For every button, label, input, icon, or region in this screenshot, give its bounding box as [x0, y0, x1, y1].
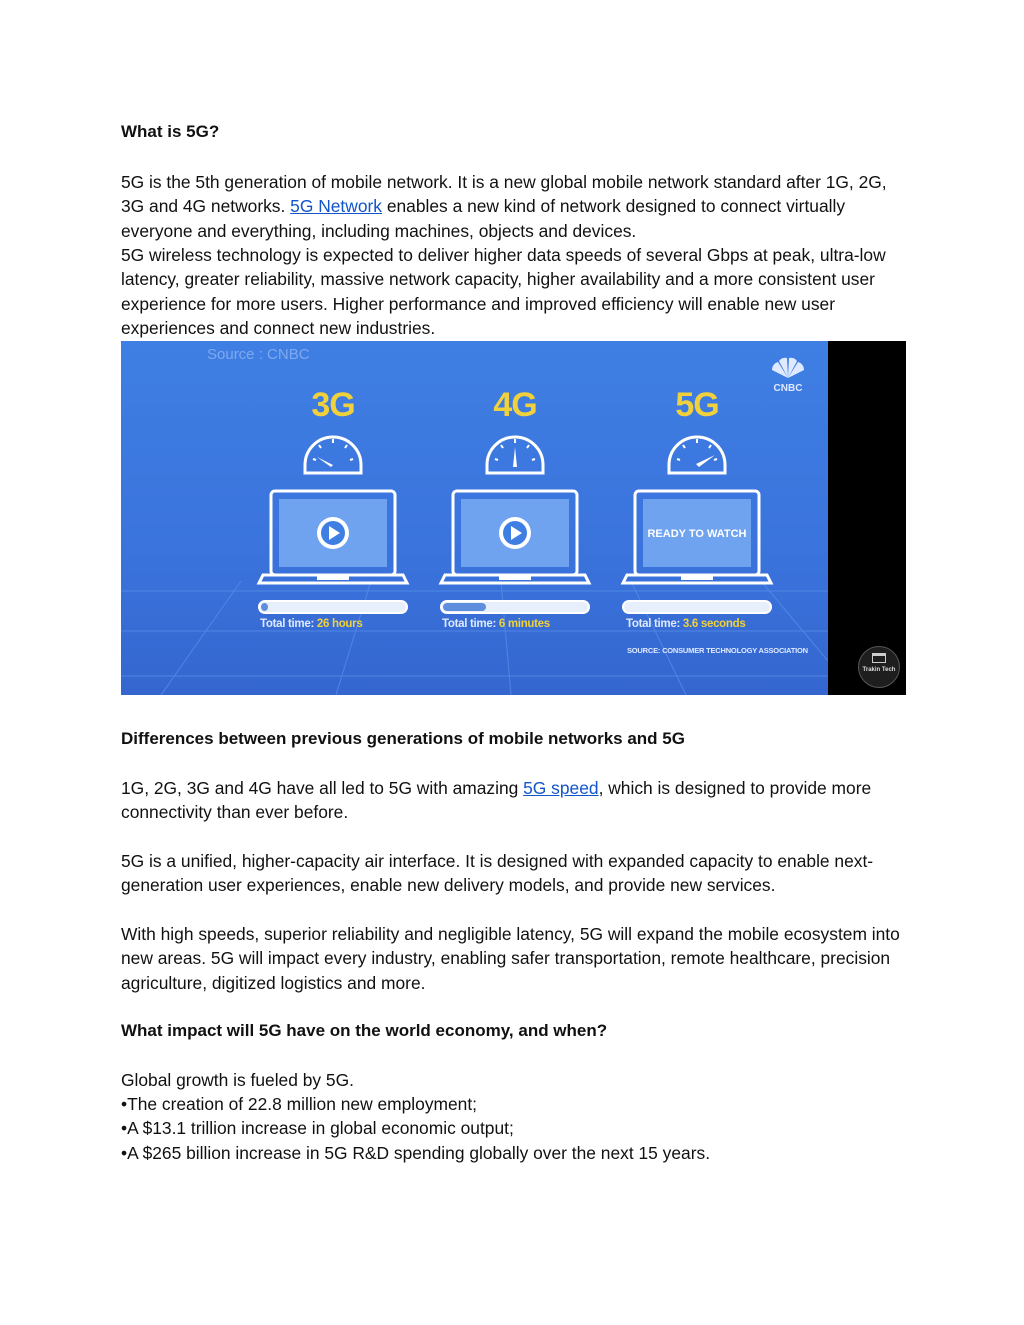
para-text: 5G is the 5th generation of mobile network. It is a new global mobile network standard after 1G, 2G, 3G and 4G networks.	[121, 172, 887, 217]
heading-impact: What impact will 5G have on the world economy, and when?	[121, 1021, 608, 1040]
total-time-5g	[626, 618, 745, 630]
paragraph-impact-intro: Global growth is fueled by 5G.	[121, 1070, 354, 1090]
ready-to-watch-text: READY TO WATCH	[647, 528, 747, 540]
laptop-4g	[435, 429, 595, 629]
para-text: enables a new kind of network designed to connect virtually everyone and everything, including machines, objects and devices.	[121, 196, 846, 241]
total-time-value: 26 hours	[316, 618, 363, 630]
total-time-label: Total time:	[260, 618, 317, 630]
link-5g-speed[interactable]: 5G speed	[523, 778, 599, 798]
monitor-icon	[872, 653, 886, 663]
list-item: • A $13.1 trillion increase in global economic output;	[121, 1116, 911, 1140]
laptop-5g	[617, 429, 777, 629]
gauge-needle-icon	[513, 447, 517, 467]
cnbc-logo	[766, 356, 810, 394]
figure-screen	[121, 341, 828, 695]
total-time-value: 3.6 seconds	[682, 618, 746, 630]
list-item: • A $265 billion increase in 5G R&D spending globally over the next 15 years.	[121, 1141, 911, 1165]
progress-fill-3g	[261, 603, 268, 611]
cnbc-logo-text: CNBC	[773, 383, 803, 394]
total-time-3g	[260, 618, 362, 630]
laptop-3g	[253, 429, 413, 629]
para-text: 1G, 2G, 3G and 4G have all led to 5G with amazing	[121, 778, 524, 798]
total-time-4g	[442, 618, 550, 630]
gauge-needle-icon	[317, 457, 333, 467]
heading-differences: Differences between previous generations of mobile networks and 5G	[121, 729, 685, 748]
total-time-label: Total time:	[442, 618, 499, 630]
paragraph-differences-1	[121, 776, 911, 825]
progress-fill-5g	[625, 603, 769, 611]
peacock-icon	[766, 356, 810, 380]
heading-what-is-5g: What is 5G?	[121, 122, 220, 141]
paragraph-what-is-1	[121, 170, 911, 243]
source-credit: SOURCE: CONSUMER TECHNOLOGY ASSOCIATION	[627, 646, 808, 655]
link-5g-network[interactable]: 5G Network	[290, 196, 382, 217]
total-time-label: Total time:	[626, 618, 683, 630]
impact-bullet-list	[121, 1092, 911, 1165]
channel-badge	[858, 646, 900, 688]
progress-fill-4g	[443, 603, 486, 611]
channel-badge-text: Trakin Tech	[862, 667, 896, 673]
list-item: • The creation of 22.8 million new employment;	[121, 1092, 911, 1116]
total-time-value: 6 minutes	[498, 618, 550, 630]
gauge-needle-icon	[696, 455, 715, 467]
gen-label-5g: 5G	[675, 386, 719, 424]
paragraph-differences-2: 5G is a unified, higher-capacity air interface. It is designed with expanded capacity to enable next-generation user experiences, enable new delivery models, and provide new services.	[121, 851, 874, 896]
comparison-figure	[121, 341, 906, 695]
source-tag: Source : CNBC	[207, 346, 310, 363]
gen-label-4g: 4G	[493, 386, 537, 424]
para-text: , which is designed to provide more connectivity than ever before.	[121, 778, 872, 823]
gen-label-3g: 3G	[311, 386, 355, 424]
paragraph-what-is-2: 5G wireless technology is expected to deliver higher data speeds of several Gbps at peak, ultra-low latency, greater reliability, massive network capacity, higher availability and a more consistent user experience for more users. Higher performance and improved efficiency will enable new user experiences and connect new industries.	[121, 245, 886, 338]
paragraph-differences-3: With high speeds, superior reliability and negligible latency, 5G will expand the mobile ecosystem into new areas. 5G will impact every industry, enabling safer transportation, remote healthcare, precision agriculture, digitized logistics and more.	[121, 924, 900, 993]
